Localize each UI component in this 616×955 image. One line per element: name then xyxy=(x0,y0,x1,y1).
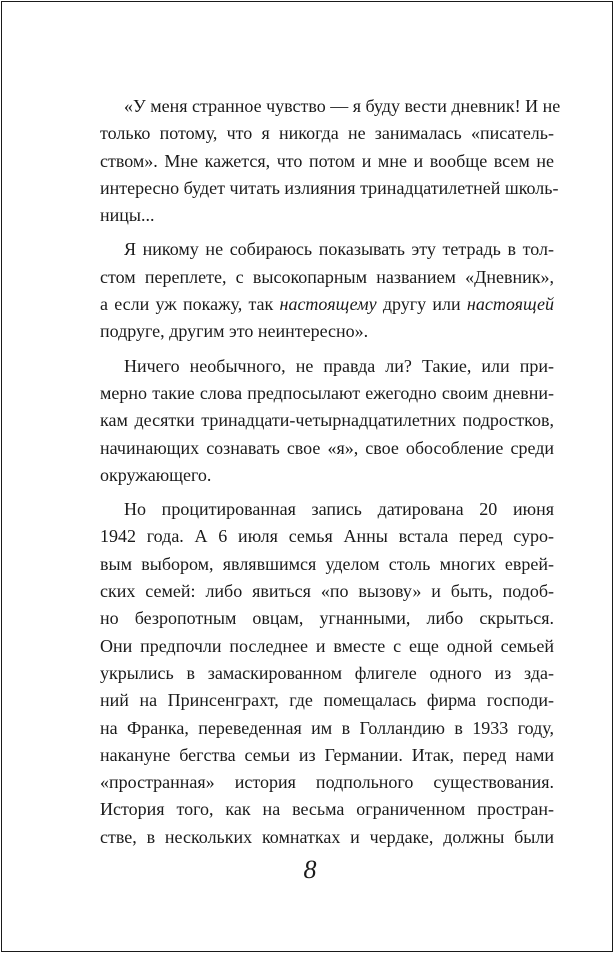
text-line: стве, в нескольких комнатках и чердаке, должны были xyxy=(100,826,554,847)
text-line: Ничего необычного, не правда ли? Такие, или при- xyxy=(124,355,554,376)
text-line: но безропотным овцам, угнанными, либо скрыться. xyxy=(100,608,554,629)
text-line: ницы... xyxy=(100,205,155,226)
text-line: вым выбором, являвшимся уделом столь многих еврей- xyxy=(100,553,554,574)
text-line: ских семей: либо явиться «по вызову» и быть, подоб- xyxy=(100,581,554,602)
text-line: а если уж покажу, так настоящему другу или настоящей xyxy=(100,294,554,315)
text-line: интересно будет читать излияния тринадцатилетней школь- xyxy=(100,177,559,198)
paragraph-1 xyxy=(100,93,561,229)
text-line: «пространная» история подпольного существования. xyxy=(100,772,554,793)
text-line: ний на Принсенграхт, где помещалась фирма господи- xyxy=(100,690,554,711)
page-number: 8 xyxy=(303,855,317,884)
text-line: начинающих сознавать свое «я», свое обособление среди xyxy=(100,437,554,458)
text-line: окружающего. xyxy=(100,464,212,485)
text-line: кам десятки тринадцати-четырнадцатилетних подростков, xyxy=(100,410,554,431)
text-line: на Франка, переведенная им в Голландию в 1933 году, xyxy=(100,717,554,738)
text-line: «У меня странное чувство — я буду вести дневник! И не xyxy=(124,96,561,116)
text-line: стом переплете, с высокопарным названием «Дневник», xyxy=(100,266,554,287)
paragraph-2 xyxy=(100,236,554,345)
body-text xyxy=(100,93,561,851)
text-line: Они предпочли последнее и вместе с еще одной семьей xyxy=(100,635,554,656)
text-line: только потому, что я никогда не занималась «писатель- xyxy=(100,123,554,144)
text-line: укрылись в замаскированном флигеле одного из зда- xyxy=(100,662,554,683)
text-line: мерно такие слова предпосылают ежегодно своим дневни- xyxy=(100,382,554,403)
text-line: Я никому не собираюсь показывать эту тетрадь в тол- xyxy=(124,239,554,260)
text-line: 1942 года. А 6 июля семья Анны встала перед суро- xyxy=(100,526,554,547)
text-line: накануне бегства семьи из Германии. Итак, перед нами xyxy=(100,744,554,765)
text-line: подруге, другим это неинтересно». xyxy=(100,321,369,342)
paragraph-3 xyxy=(100,353,554,489)
page-frame xyxy=(1,1,613,952)
paragraph-4 xyxy=(100,496,554,851)
text-line: Но процитированная запись датирована 20 июня xyxy=(124,499,554,520)
text-line: История того, как на весьма ограниченном простран- xyxy=(100,799,554,820)
text-line: ством». Мне кажется, что потом и мне и вообще всем не xyxy=(100,150,554,171)
